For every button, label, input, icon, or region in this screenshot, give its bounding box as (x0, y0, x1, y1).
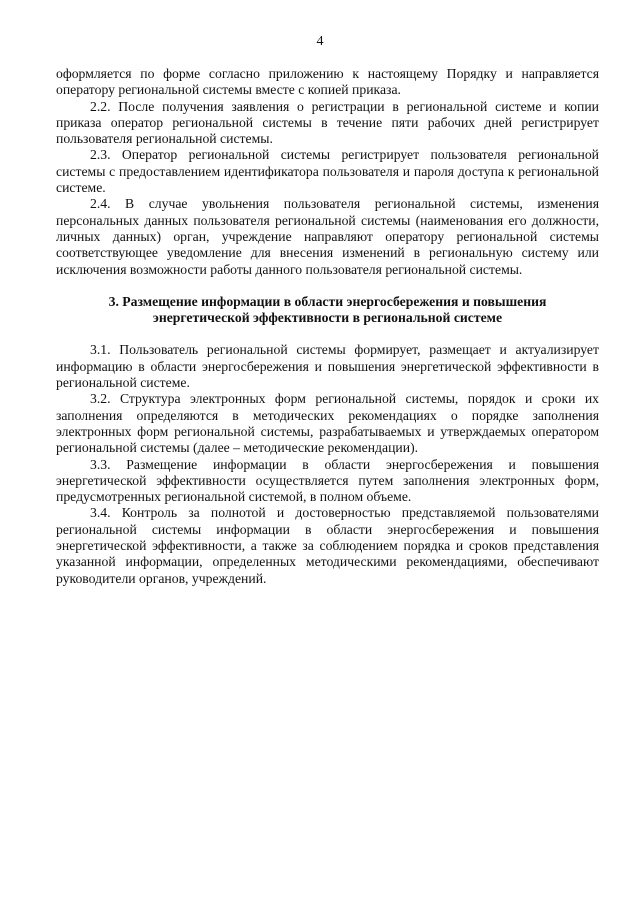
paragraph-continuation: оформляется по форме согласно приложению к настоящему Порядку и направляется оператору региональной системы вместе с копией приказа. (56, 66, 599, 98)
paragraph-3-3: 3.3. Размещение информации в области энергосбережения и повышения энергетической эффективности осуществляется путем заполнения электронных форм, предусмотренных региональной системой, в полном объеме. (56, 456, 599, 505)
document-body (56, 66, 599, 587)
paragraph-2-4: 2.4. В случае увольнения пользователя региональной системы, изменения персональных данных пользователя региональной системы (наименования его должности, личных данных) орган, учреждение направляют оператору региональной системы соответствующее уведомление для внесения изменений в региональную систему или исключения возможности работы данного пользователя региональной системы. (56, 196, 599, 277)
paragraph-2-2: 2.2. После получения заявления о регистрации в региональной системе и копии приказа оператор региональной системы в течение пяти рабочих дней регистрирует пользователя региональной системы. (56, 98, 599, 147)
paragraph-3-1: 3.1. Пользователь региональной системы формирует, размещает и актуализирует информацию в области энергосбережения и повышения энергетической эффективности в региональной системе. (56, 342, 599, 391)
paragraph-2-3: 2.3. Оператор региональной системы регистрирует пользователя региональной системы с предоставлением идентификатора пользователя и пароля доступа к региональной системе. (56, 147, 599, 196)
paragraph-3-4: 3.4. Контроль за полнотой и достоверностью представляемой пользователями региональной системы информации в области энергосбережения и повышения энергетической эффективности, а также за соблюдением порядка и сроков представления указанной информации, определенных методическими рекомендациями, обеспечивают руководители органов, учреждений. (56, 505, 599, 586)
page-number: 4 (316, 34, 324, 49)
section-3-heading: 3. Размещение информации в области энергосбережения и повышения энергетической эффективности в региональной системе (108, 293, 547, 326)
paragraph-3-2: 3.2. Структура электронных форм региональной системы, порядок и сроки их заполнения определяются в методических рекомендациях о порядке заполнения электронных форм региональной системы, разрабатываемых и утверждаемых оператором региональной системы (далее – методические рекомендации). (56, 391, 599, 456)
